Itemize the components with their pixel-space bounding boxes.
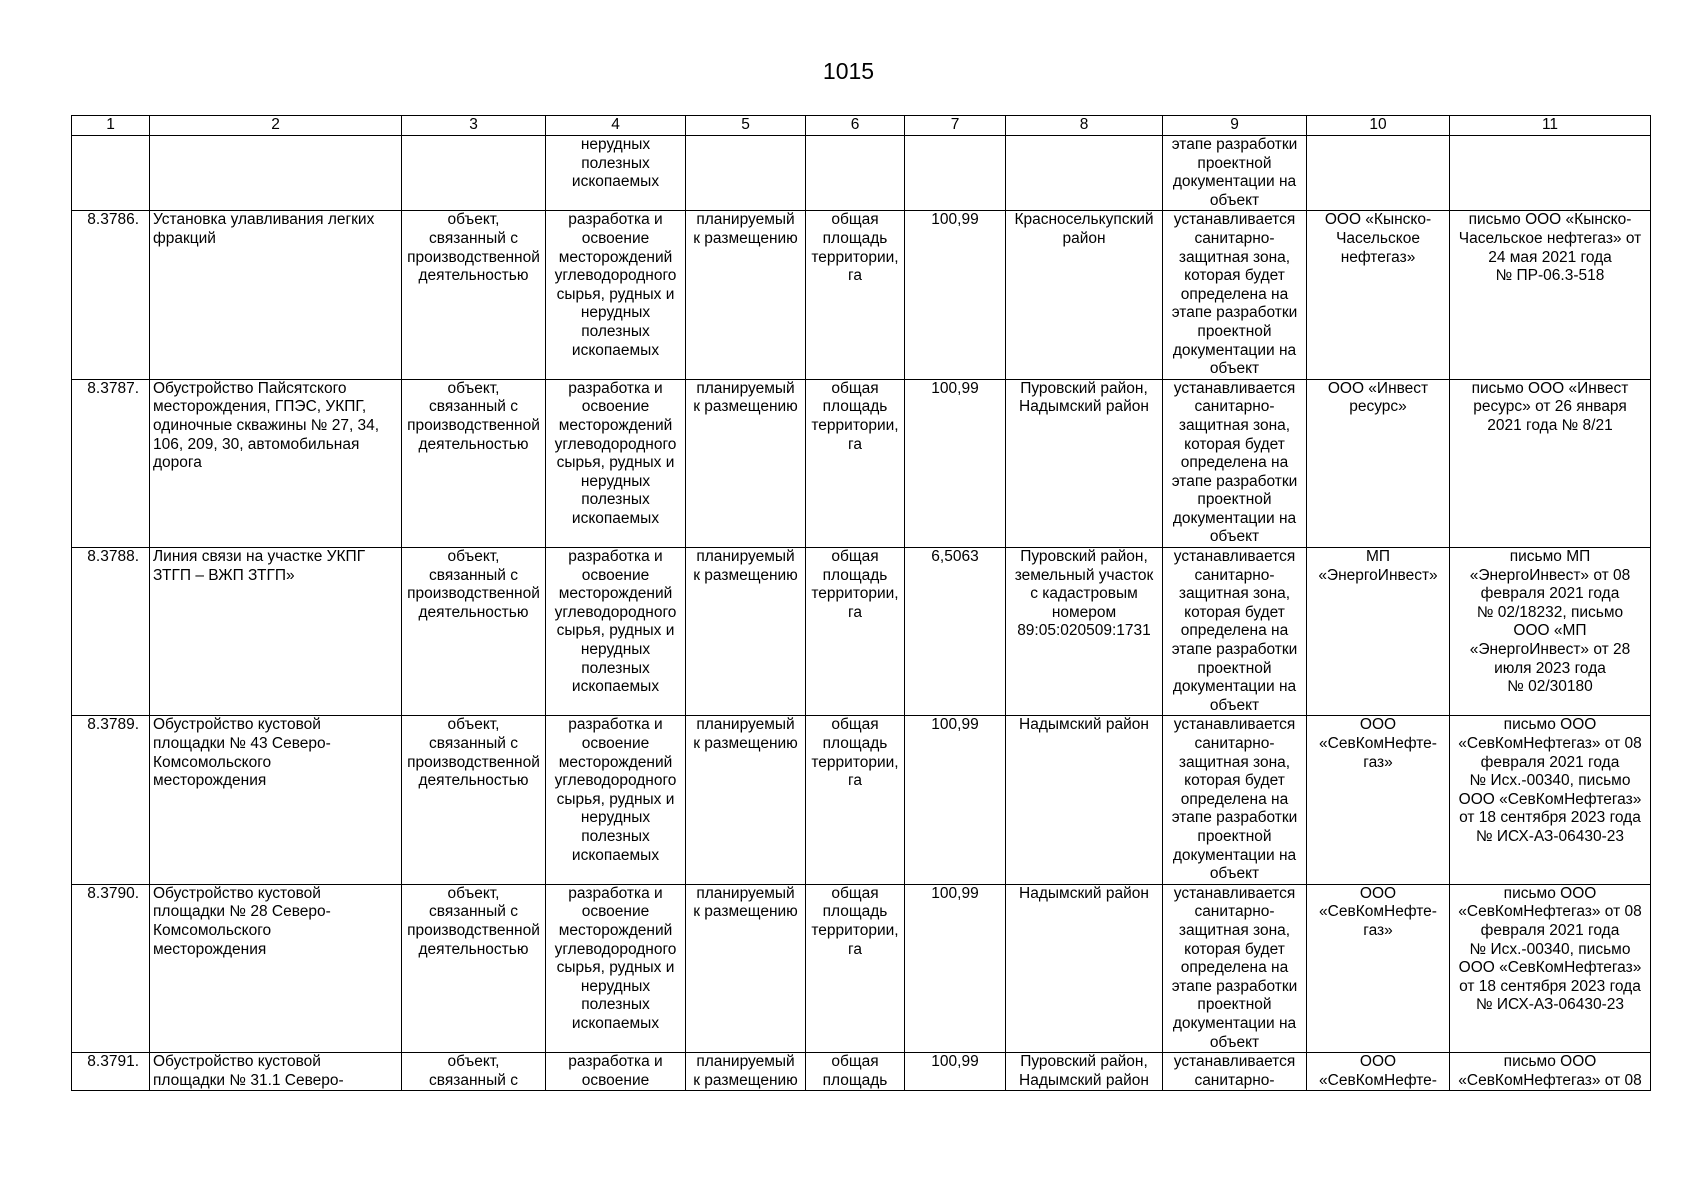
location-cell: Надымский район [1006,716,1163,884]
purpose-cell: разработка и освоение месторождений углеводородного сырья, рудных и нерудных полезных ископаемых [546,548,686,716]
location-cell: Пуровский район, Надымский район [1006,1053,1163,1091]
row-number-cell: 8.3790. [72,884,150,1052]
status-cell: планируемый к размещению [686,548,806,716]
characteristic-cell: общая площадь территории, га [806,716,905,884]
column-header: 11 [1450,116,1651,136]
purpose-cell: разработка и освоение месторождений углеводородного сырья, рудных и нерудных полезных ископаемых [546,211,686,379]
table-row [72,548,1651,716]
basis-cell: письмо ООО «СевКомНефтегаз» от 08 февраля 2021 года № Исх.-00340, письмо ООО «СевКомНефтегаз» от 18 сентября 2023 года № ИСХ-АЗ-06430-23 [1450,884,1651,1052]
object-name-cell [150,136,402,211]
characteristic-cell [806,136,905,211]
object-type-cell: объект, связанный с производственной деятельностью [402,379,546,547]
page-number: 1015 [822,58,875,84]
column-header: 6 [806,116,905,136]
characteristic-cell: общая площадь территории, га [806,548,905,716]
characteristic-cell: общая площадь территории, га [806,884,905,1052]
object-type-cell: объект, связанный с производственной деятельностью [402,716,546,884]
status-cell: планируемый к размещению [686,716,806,884]
purpose-cell: разработка и освоение месторождений углеводородного сырья, рудных и нерудных полезных ископаемых [546,884,686,1052]
row-number-cell: 8.3789. [72,716,150,884]
status-cell [686,136,806,211]
status-cell: планируемый к размещению [686,379,806,547]
object-type-cell: объект, связанный с производственной деятельностью [402,884,546,1052]
purpose-cell: разработка и освоение месторождений углеводородного сырья, рудных и нерудных полезных ископаемых [546,716,686,884]
zone-cell: устанавливается санитарно- защитная зона, которая будет определена на этапе разработки проектной документации на объект [1163,379,1307,547]
value-cell: 6,5063 [905,548,1006,716]
basis-cell: письмо МП «ЭнергоИнвест» от 08 февраля 2021 года № 02/18232, письмо ООО «МП «ЭнергоИнвест» от 28 июля 2023 года № 02/30180 [1450,548,1651,716]
status-cell: планируемый к размещению [686,1053,806,1091]
object-name-cell: Обустройство кустовой площадки № 43 Северо- Комсомольского месторождения [150,716,402,884]
row-number-cell: 8.3787. [72,379,150,547]
purpose-cell: разработка и освоение месторождений углеводородного сырья, рудных и нерудных полезных ископаемых [546,379,686,547]
characteristic-cell: общая площадь территории, га [806,211,905,379]
table-row [72,379,1651,547]
object-name-cell: Линия связи на участке УКПГ ЗТГП – ВЖП ЗТГП» [150,548,402,716]
row-number-cell: 8.3791. [72,1053,150,1091]
location-cell: Красноселькупский район [1006,211,1163,379]
organization-cell: МП «ЭнергоИнвест» [1307,548,1450,716]
object-name-cell: Обустройство кустовой площадки № 31.1 Северо- [150,1053,402,1091]
characteristic-cell: общая площадь [806,1053,905,1091]
registry-table [71,115,1651,1091]
column-header: 8 [1006,116,1163,136]
object-name-cell: Обустройство кустовой площадки № 28 Северо- Комсомольского месторождения [150,884,402,1052]
basis-cell: письмо ООО «Кынско- Часельское нефтегаз» от 24 мая 2021 года № ПР-06.3-518 [1450,211,1651,379]
column-header: 2 [150,116,402,136]
table-row [72,1053,1651,1091]
row-number-cell [72,136,150,211]
organization-cell: ООО «Инвест ресурс» [1307,379,1450,547]
organization-cell [1307,136,1450,211]
location-cell [1006,136,1163,211]
object-type-cell: объект, связанный с [402,1053,546,1091]
header-row [72,116,1651,136]
object-name-cell: Обустройство Пайсятского месторождения, ГПЭС, УКПГ, одиночные скважины № 27, 34, 106, 209, 30, автомобильная дорога [150,379,402,547]
column-header: 3 [402,116,546,136]
characteristic-cell: общая площадь территории, га [806,379,905,547]
value-cell: 100,99 [905,211,1006,379]
zone-cell: устанавливается санитарно- защитная зона, которая будет определена на этапе разработки проектной документации на объект [1163,548,1307,716]
purpose-cell: разработка и освоение [546,1053,686,1091]
value-cell: 100,99 [905,716,1006,884]
zone-cell: устанавливается санитарно- защитная зона, которая будет определена на этапе разработки проектной документации на объект [1163,211,1307,379]
column-header: 1 [72,116,150,136]
organization-cell: ООО «СевКомНефте- газ» [1307,716,1450,884]
table-row [72,211,1651,379]
table-row [72,136,1651,211]
location-cell: Пуровский район, земельный участок с кадастровым номером 89:05:020509:1731 [1006,548,1163,716]
status-cell: планируемый к размещению [686,211,806,379]
table-row [72,884,1651,1052]
object-type-cell: объект, связанный с производственной деятельностью [402,548,546,716]
organization-cell: ООО «СевКомНефте- [1307,1053,1450,1091]
basis-cell: письмо ООО «СевКомНефтегаз» от 08 [1450,1053,1651,1091]
table-row [72,716,1651,884]
column-header: 10 [1307,116,1450,136]
column-header: 7 [905,116,1006,136]
object-type-cell: объект, связанный с производственной деятельностью [402,211,546,379]
location-cell: Надымский район [1006,884,1163,1052]
location-cell: Пуровский район, Надымский район [1006,379,1163,547]
organization-cell: ООО «СевКомНефте- газ» [1307,884,1450,1052]
zone-cell: устанавливается санитарно- защитная зона, которая будет определена на этапе разработки проектной документации на объект [1163,716,1307,884]
object-name-cell: Установка улавливания легких фракций [150,211,402,379]
column-header: 9 [1163,116,1307,136]
value-cell: 100,99 [905,884,1006,1052]
value-cell: 100,99 [905,1053,1006,1091]
organization-cell: ООО «Кынско- Часельское нефтегаз» [1307,211,1450,379]
basis-cell [1450,136,1651,211]
row-number-cell: 8.3788. [72,548,150,716]
object-type-cell [402,136,546,211]
zone-cell: устанавливается санитарно- [1163,1053,1307,1091]
zone-cell: этапе разработки проектной документации на объект [1163,136,1307,211]
column-header: 4 [546,116,686,136]
value-cell [905,136,1006,211]
basis-cell: письмо ООО «Инвест ресурс» от 26 января 2021 года № 8/21 [1450,379,1651,547]
purpose-cell: нерудных полезных ископаемых [546,136,686,211]
value-cell: 100,99 [905,379,1006,547]
row-number-cell: 8.3786. [72,211,150,379]
column-header: 5 [686,116,806,136]
zone-cell: устанавливается санитарно- защитная зона, которая будет определена на этапе разработки проектной документации на объект [1163,884,1307,1052]
status-cell: планируемый к размещению [686,884,806,1052]
basis-cell: письмо ООО «СевКомНефтегаз» от 08 февраля 2021 года № Исх.-00340, письмо ООО «СевКомНефтегаз» от 18 сентября 2023 года № ИСХ-АЗ-06430-23 [1450,716,1651,884]
